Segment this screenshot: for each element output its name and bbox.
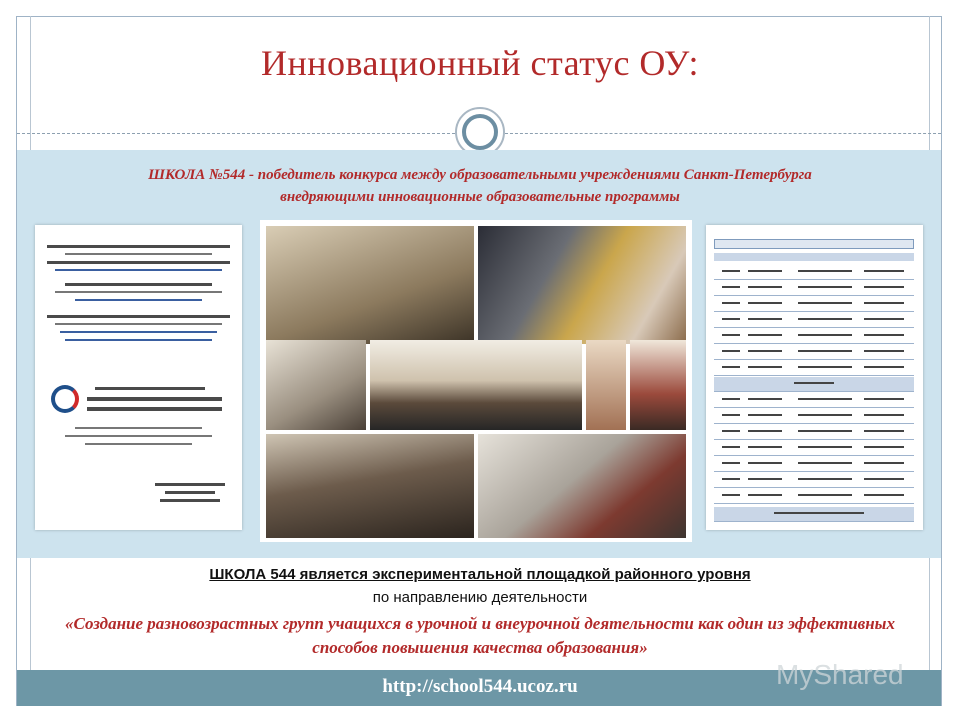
school-url-link[interactable]: http://school544.ucoz.ru [382,676,578,697]
schedule-table-image [706,225,923,530]
photo-presenter [478,434,686,538]
photo-classroom [266,340,366,430]
direction-caption: по направлению деятельности [372,589,588,606]
photo-side-1 [586,340,626,430]
divider-right [505,133,941,134]
intro-line-2: внедряющими инновационные образовательные программы [280,189,680,205]
intro-text [40,164,920,208]
photo-seminar-speaker [266,226,474,344]
seminar-program-image [35,225,242,530]
photo-side-2 [630,340,686,430]
experimental-site-caption: ШКОЛА 544 является экспериментальной площадкой районного уровня [209,566,751,583]
watermark-logo: MyShared [776,659,904,690]
photo-panel-table [370,340,582,430]
emblem-icon [51,385,79,413]
photo-audience [266,434,474,538]
photo-collage [260,220,692,542]
project-quote: «Создание разновозрастных групп учащихся в урочной и внеурочной деятельности как один из эффективных способов повышения качества образования» [65,614,895,657]
slide-title: Инновационный статус ОУ: [260,43,700,83]
photo-presentation-screen [478,226,686,344]
divider-left [17,133,455,134]
intro-line-1: ШКОЛА №544 - победитель конкурса между образовательными учреждениями Санкт-Петербурга [148,167,812,183]
